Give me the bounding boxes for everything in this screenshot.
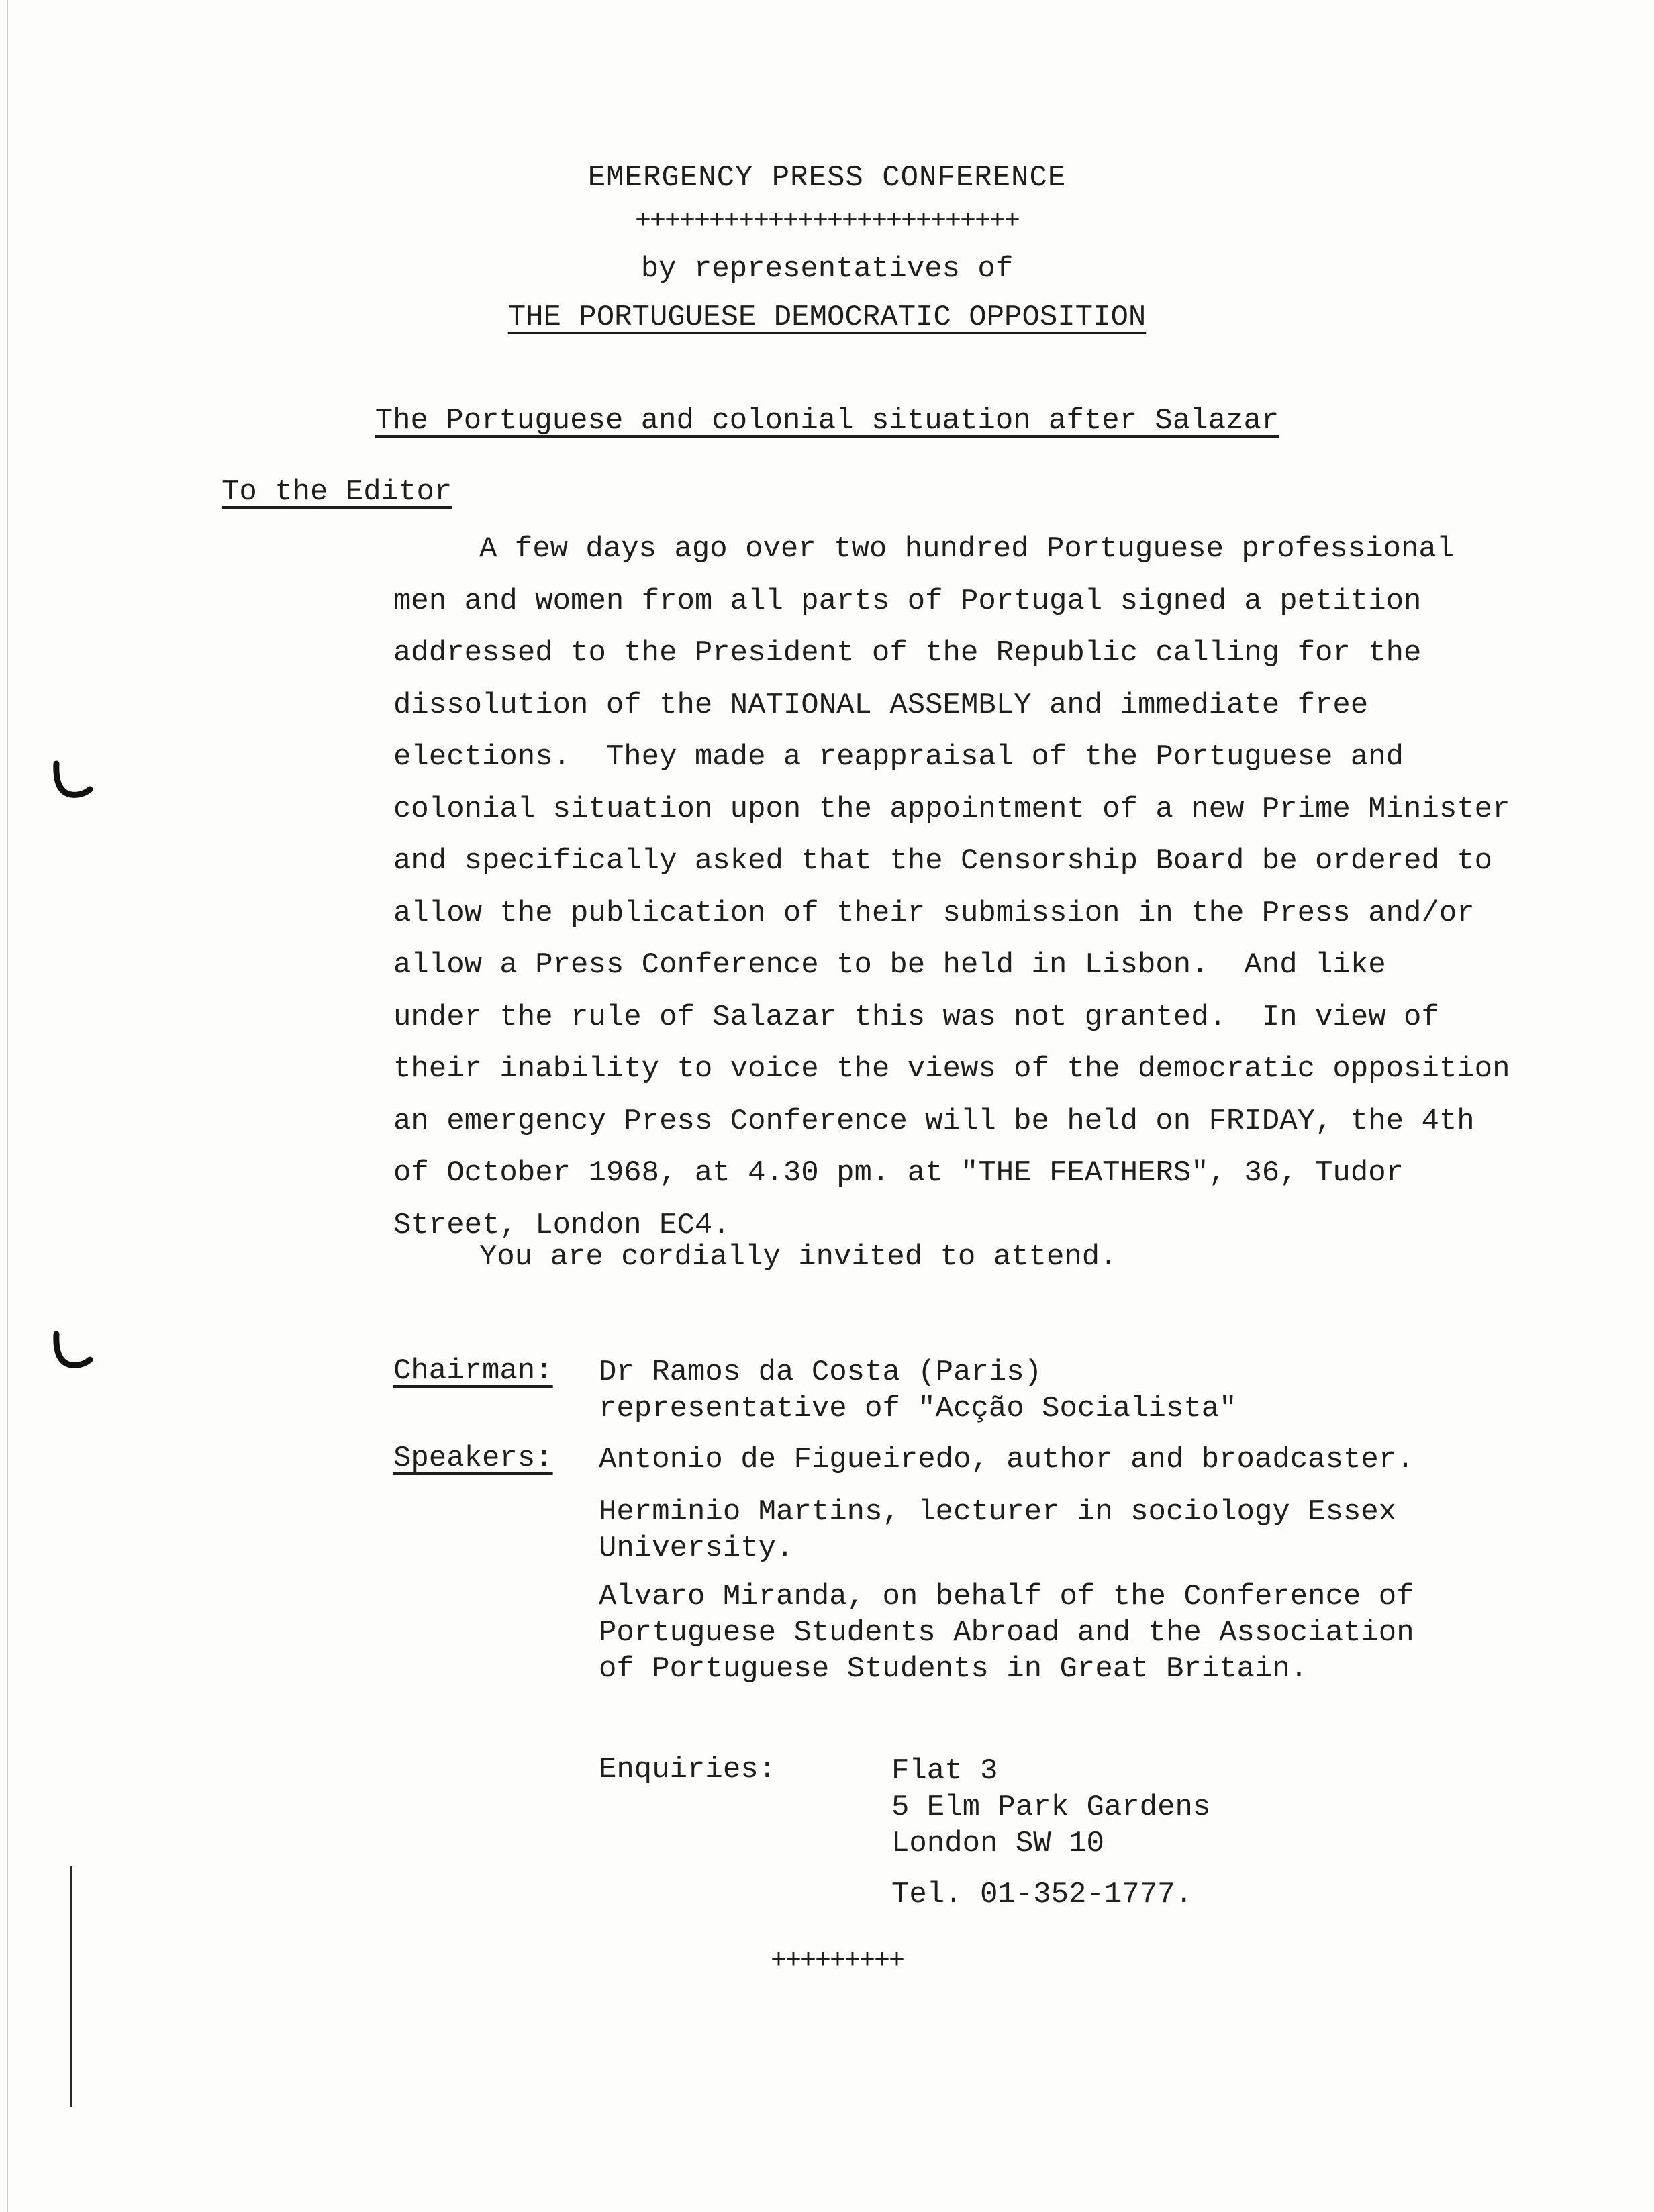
body-line: men and women from all parts of Portugal signed a petition	[393, 584, 1422, 618]
chairman-label: Chairman:	[393, 1354, 553, 1388]
title-separator: ++++++++++++++++++++++++++	[634, 207, 1020, 237]
body-line: an emergency Press Conference will be held on FRIDAY, the 4th	[393, 1104, 1475, 1138]
speaker-line: Herminio Martins, lecturer in sociology Essex	[599, 1495, 1397, 1529]
chairman-role: representative of "Acção Socialista"	[599, 1392, 1237, 1425]
body-line: under the rule of Salazar this was not granted. In view of	[393, 1000, 1439, 1034]
enquiries-label: Enquiries:	[599, 1753, 777, 1787]
subtitle: The Portuguese and colonial situation after Salazar	[375, 404, 1279, 438]
body-line: A few days ago over two hundred Portuguese professional	[479, 532, 1455, 566]
speaker-entry	[599, 1578, 1414, 1687]
punch-hole-mark-icon	[48, 1329, 95, 1376]
body-line: elections. They made a reappraisal of the Portuguese and	[393, 740, 1404, 774]
salutation: To the Editor	[222, 475, 452, 509]
body-line: their inability to voice the views of the democratic opposition	[393, 1052, 1510, 1086]
chairman-name: Dr Ramos da Costa (Paris)	[599, 1356, 1042, 1389]
address-line: 5 Elm Park Gardens	[891, 1791, 1211, 1824]
speaker-line: Portuguese Students Abroad and the Association	[599, 1616, 1414, 1650]
page-title: EMERGENCY PRESS CONFERENCE	[587, 161, 1067, 195]
letter-body	[393, 523, 1510, 1252]
speakers-label: Speakers:	[393, 1442, 553, 1475]
body-line: allow a Press Conference to be held in Lisbon. And like	[393, 948, 1386, 982]
body-line: addressed to the President of the Republic calling for the	[393, 636, 1422, 670]
speaker-line: Alvaro Miranda, on behalf of the Conference of	[599, 1580, 1414, 1613]
byline: by representatives of	[640, 252, 1014, 286]
body-line: of October 1968, at 4.30 pm. at "THE FEATHERS", 36, Tudor	[393, 1156, 1404, 1190]
body-line: allow the publication of their submission in the Press and/or	[393, 896, 1475, 930]
address-line: Flat 3	[891, 1754, 998, 1788]
enquiries-address	[891, 1753, 1210, 1862]
body-line: and specifically asked that the Censorship Board be ordered to	[393, 844, 1493, 878]
speaker-entry	[599, 1494, 1396, 1566]
speaker-line: University.	[599, 1531, 794, 1565]
organization-name: THE PORTUGUESE DEMOCRATIC OPPOSITION	[507, 301, 1147, 334]
body-line: colonial situation upon the appointment of a new Prime Minister	[393, 792, 1510, 826]
body-line: Street, London EC4.	[393, 1208, 730, 1242]
invitation-line: You are cordially invited to attend.	[479, 1240, 1118, 1274]
address-line: London SW 10	[891, 1827, 1104, 1860]
chairman-details	[599, 1354, 1237, 1427]
body-line: dissolution of the NATIONAL ASSEMBLY and immediate free	[393, 688, 1369, 722]
speaker-entry: Antonio de Figueiredo, author and broadcaster.	[599, 1443, 1414, 1476]
speaker-line: of Portuguese Students in Great Britain.	[599, 1652, 1308, 1686]
binding-margin-line	[70, 1866, 72, 2107]
telephone-number: Tel. 01-352-1777.	[891, 1878, 1193, 1911]
footer-separator: +++++++++	[771, 1946, 904, 1976]
punch-hole-mark-icon	[48, 758, 95, 805]
